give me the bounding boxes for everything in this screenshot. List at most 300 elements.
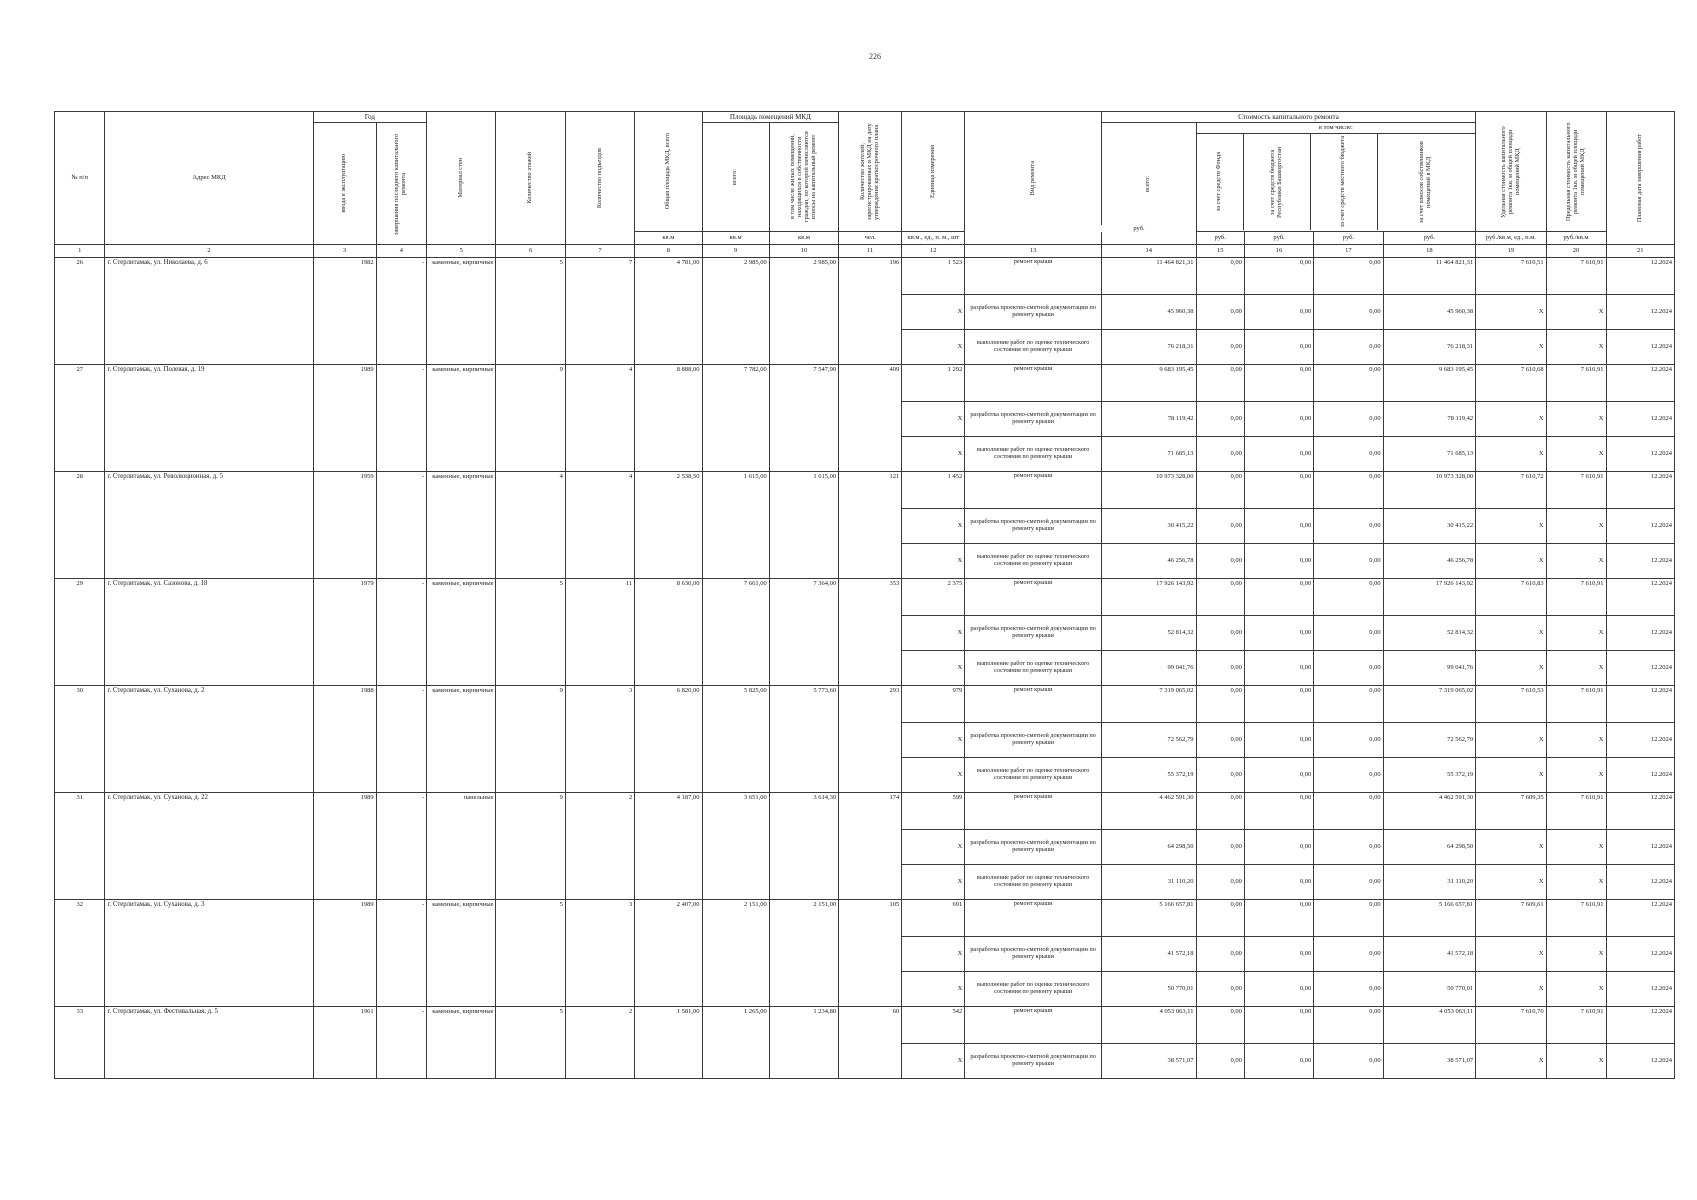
row-residents: 353 bbox=[839, 579, 902, 686]
row-cost-local: 0,00 bbox=[1314, 865, 1383, 900]
row-work-type: ремонт крыши bbox=[965, 365, 1102, 402]
row-premises-total: 1 615,00 bbox=[702, 472, 769, 579]
row-floors: 4 bbox=[496, 472, 565, 579]
row-unit-cost: X bbox=[1476, 509, 1546, 544]
row-wall-material: каменные, кирпичные bbox=[427, 472, 496, 579]
row-unit-cost: 7 610,53 bbox=[1476, 686, 1546, 723]
row-max-cost: X bbox=[1546, 972, 1606, 1007]
row-unit-cost: 7 609,35 bbox=[1476, 793, 1546, 830]
row-number: 30 bbox=[55, 686, 105, 793]
row-unit-cost: X bbox=[1476, 402, 1546, 437]
header-unit: Единица измерения bbox=[902, 112, 965, 232]
row-cost-republic: 0,00 bbox=[1244, 365, 1313, 402]
column-number: 12 bbox=[902, 245, 965, 258]
row-address: г. Стерлитамак, ул. Полевая, д. 19 bbox=[105, 365, 313, 472]
column-number: 14 bbox=[1101, 245, 1196, 258]
header-num: № п/п bbox=[55, 112, 105, 245]
row-max-cost: X bbox=[1546, 437, 1606, 472]
row-unit-cost: X bbox=[1476, 616, 1546, 651]
row-unit-cost: X bbox=[1476, 758, 1546, 793]
header-wall-material: Материал стен bbox=[427, 112, 496, 245]
row-cost-fund: 0,00 bbox=[1196, 1044, 1244, 1079]
row-cost-owners: 9 683 195,45 bbox=[1383, 365, 1476, 402]
row-total-area: 4 187,00 bbox=[635, 793, 702, 900]
row-cost-total: 4 462 591,30 bbox=[1101, 793, 1196, 830]
row-premises-total: 5 825,00 bbox=[702, 686, 769, 793]
row-total-area: 8 888,00 bbox=[635, 365, 702, 472]
row-work-type: выполнение работ по оценке технического состояния по ремонту крыши bbox=[965, 758, 1102, 793]
row-unit-cost: X bbox=[1476, 651, 1546, 686]
header-year-group: Год bbox=[313, 112, 427, 123]
row-entrances: 3 bbox=[565, 686, 634, 793]
row-max-cost: 7 610,91 bbox=[1546, 258, 1606, 295]
row-cost-fund: 0,00 bbox=[1196, 365, 1244, 402]
row-residents: 409 bbox=[839, 365, 902, 472]
unit-unit-cost: руб./кв.м, ед., п.м. bbox=[1476, 232, 1546, 245]
row-max-cost: X bbox=[1546, 544, 1606, 579]
column-number: 6 bbox=[496, 245, 565, 258]
row-cost-total: 52 814,32 bbox=[1101, 616, 1196, 651]
row-cost-local: 0,00 bbox=[1314, 365, 1383, 402]
row-cost-owners: 30 415,22 bbox=[1383, 509, 1476, 544]
column-numbers bbox=[55, 245, 1675, 258]
header-max-cost: Предельная стоимость капитального ремонта 1кв. м общей площади помещений МКД bbox=[1546, 112, 1606, 232]
unit-residents: чел. bbox=[839, 232, 902, 245]
row-premises-paid: 3 614,30 bbox=[769, 793, 838, 900]
row-cost-fund: 0,00 bbox=[1196, 723, 1244, 758]
row-max-cost: X bbox=[1546, 651, 1606, 686]
row-cost-total: 7 319 065,02 bbox=[1101, 686, 1196, 723]
row-number: 33 bbox=[55, 1007, 105, 1079]
row-residents: 174 bbox=[839, 793, 902, 900]
column-number: 16 bbox=[1244, 245, 1313, 258]
row-work-type: разработка проектно-сметной документации по ремонту крыши bbox=[965, 723, 1102, 758]
row-cost-local: 0,00 bbox=[1314, 472, 1383, 509]
row-cost-fund: 0,00 bbox=[1196, 295, 1244, 330]
row-year: 1989 bbox=[313, 793, 376, 900]
row-total-area: 2 407,00 bbox=[635, 900, 702, 1007]
row-unit-value: X bbox=[902, 437, 965, 472]
row-number: 31 bbox=[55, 793, 105, 900]
column-number: 8 bbox=[635, 245, 702, 258]
row-cost-fund: 0,00 bbox=[1196, 544, 1244, 579]
row-planned-date: 12.2024 bbox=[1606, 402, 1675, 437]
row-floors: 9 bbox=[496, 793, 565, 900]
row-unit-cost: 7 610,72 bbox=[1476, 472, 1546, 509]
row-cost-total: 45 960,38 bbox=[1101, 295, 1196, 330]
row-cost-local: 0,00 bbox=[1314, 900, 1383, 937]
row-address: г. Стерлитамак, ул. Сазонова, д. 18 bbox=[105, 579, 313, 686]
row-cost-total: 72 562,79 bbox=[1101, 723, 1196, 758]
row-unit-cost: X bbox=[1476, 723, 1546, 758]
row-unit-value: X bbox=[902, 544, 965, 579]
row-unit-value: 691 bbox=[902, 900, 965, 937]
row-planned-date: 12.2024 bbox=[1606, 830, 1675, 865]
unit-cost-fund: руб. bbox=[1196, 232, 1244, 245]
row-cost-owners: 38 571,07 bbox=[1383, 1044, 1476, 1079]
header-residents: Количество жителей, зарегистрированных в МКД на дату утверждения краткосрочного плана bbox=[839, 112, 902, 232]
row-unit-cost: X bbox=[1476, 1044, 1546, 1079]
row-cost-owners: 17 926 143,92 bbox=[1383, 579, 1476, 616]
row-planned-date: 12.2024 bbox=[1606, 258, 1675, 295]
column-number: 20 bbox=[1546, 245, 1606, 258]
row-work-type: разработка проектно-сметной документации по ремонту крыши bbox=[965, 295, 1102, 330]
row-cost-local: 0,00 bbox=[1314, 616, 1383, 651]
row-unit-value: X bbox=[902, 295, 965, 330]
row-planned-date: 12.2024 bbox=[1606, 365, 1675, 402]
row-cost-owners: 72 562,79 bbox=[1383, 723, 1476, 758]
row-address: г. Стерлитамак, ул. Николаева, д. 6 bbox=[105, 258, 313, 365]
page-number: 226 bbox=[869, 52, 881, 61]
row-cost-local: 0,00 bbox=[1314, 793, 1383, 830]
row-unit-cost: 7 610,70 bbox=[1476, 1007, 1546, 1044]
row-cost-total: 78 119,42 bbox=[1101, 402, 1196, 437]
row-unit-value: 979 bbox=[902, 686, 965, 723]
row-unit-value: 1 452 bbox=[902, 472, 965, 509]
unit-max-cost: руб./кв.м bbox=[1546, 232, 1606, 245]
row-cost-republic: 0,00 bbox=[1244, 402, 1313, 437]
row-unit-value: 1 292 bbox=[902, 365, 965, 402]
row-cost-owners: 7 319 065,02 bbox=[1383, 686, 1476, 723]
row-premises-total: 1 265,00 bbox=[702, 1007, 769, 1079]
row-cost-local: 0,00 bbox=[1314, 437, 1383, 472]
row-address: г. Стерлитамак, ул. Суханова, д. 22 bbox=[105, 793, 313, 900]
row-work-type: выполнение работ по оценке технического состояния по ремонту крыши bbox=[965, 437, 1102, 472]
row-cost-republic: 0,00 bbox=[1244, 330, 1313, 365]
row-planned-date: 12.2024 bbox=[1606, 437, 1675, 472]
header-entrances: Количество подъездов bbox=[565, 112, 634, 245]
row-entrances: 7 bbox=[565, 258, 634, 365]
row-cost-owners: 10 973 328,00 bbox=[1383, 472, 1476, 509]
column-number: 3 bbox=[313, 245, 376, 258]
table-row bbox=[55, 579, 1675, 616]
row-cost-total: 76 218,31 bbox=[1101, 330, 1196, 365]
unit-cost-republic: руб. bbox=[1244, 232, 1313, 245]
row-unit-cost: 7 610,83 bbox=[1476, 579, 1546, 616]
unit-premises-paid: кв.м bbox=[769, 232, 838, 245]
column-number: 11 bbox=[839, 245, 902, 258]
row-planned-date: 12.2024 bbox=[1606, 1044, 1675, 1079]
row-work-type: разработка проектно-сметной документации по ремонту крыши bbox=[965, 616, 1102, 651]
table-row bbox=[55, 686, 1675, 723]
row-wall-material: каменные, кирпичные bbox=[427, 365, 496, 472]
row-unit-cost: 7 610,51 bbox=[1476, 258, 1546, 295]
row-cost-local: 0,00 bbox=[1314, 509, 1383, 544]
row-premises-total: 2 151,00 bbox=[702, 900, 769, 1007]
row-unit-value: 542 bbox=[902, 1007, 965, 1044]
row-premises-paid: 2 151,00 bbox=[769, 900, 838, 1007]
row-cost-owners: 31 110,20 bbox=[1383, 865, 1476, 900]
row-cost-total: 71 685,13 bbox=[1101, 437, 1196, 472]
row-cost-owners: 4 462 591,30 bbox=[1383, 793, 1476, 830]
row-cost-local: 0,00 bbox=[1314, 295, 1383, 330]
row-cost-republic: 0,00 bbox=[1244, 258, 1313, 295]
row-cost-total: 99 041,76 bbox=[1101, 651, 1196, 686]
row-max-cost: X bbox=[1546, 1044, 1606, 1079]
row-number: 27 bbox=[55, 365, 105, 472]
header-year-last-repair: завершения последнего капитального ремонта bbox=[376, 123, 426, 245]
row-address: г. Стерлитамак, ул. Фестивальная, д. 5 bbox=[105, 1007, 313, 1079]
row-planned-date: 12.2024 bbox=[1606, 723, 1675, 758]
row-cost-republic: 0,00 bbox=[1244, 937, 1313, 972]
row-cost-total: 9 683 195,45 bbox=[1101, 365, 1196, 402]
row-unit-value: 599 bbox=[902, 793, 965, 830]
row-work-type: разработка проектно-сметной документации по ремонту крыши bbox=[965, 937, 1102, 972]
row-premises-paid: 1 615,00 bbox=[769, 472, 838, 579]
row-cost-fund: 0,00 bbox=[1196, 258, 1244, 295]
row-cost-fund: 0,00 bbox=[1196, 972, 1244, 1007]
row-planned-date: 12.2024 bbox=[1606, 544, 1675, 579]
table-row bbox=[55, 900, 1675, 937]
row-max-cost: X bbox=[1546, 865, 1606, 900]
row-unit-value: X bbox=[902, 865, 965, 900]
row-work-type: разработка проектно-сметной документации по ремонту крыши bbox=[965, 830, 1102, 865]
row-cost-owners: 50 770,01 bbox=[1383, 972, 1476, 1007]
row-last-repair: - bbox=[376, 686, 426, 793]
row-planned-date: 12.2024 bbox=[1606, 616, 1675, 651]
row-work-type: ремонт крыши bbox=[965, 793, 1102, 830]
row-max-cost: 7 610,91 bbox=[1546, 793, 1606, 830]
row-cost-republic: 0,00 bbox=[1244, 686, 1313, 723]
row-planned-date: 12.2024 bbox=[1606, 758, 1675, 793]
row-cost-republic: 0,00 bbox=[1244, 544, 1313, 579]
row-cost-total: 5 166 657,81 bbox=[1101, 900, 1196, 937]
row-planned-date: 12.2024 bbox=[1606, 793, 1675, 830]
row-max-cost: X bbox=[1546, 330, 1606, 365]
row-last-repair: - bbox=[376, 1007, 426, 1079]
row-work-type: разработка проектно-сметной документации по ремонту крыши bbox=[965, 1044, 1102, 1079]
row-total-area: 1 581,00 bbox=[635, 1007, 702, 1079]
row-cost-local: 0,00 bbox=[1314, 258, 1383, 295]
row-planned-date: 12.2024 bbox=[1606, 686, 1675, 723]
header-year-commission: ввода в эксплуатацию bbox=[313, 123, 376, 245]
row-planned-date: 12.2024 bbox=[1606, 865, 1675, 900]
row-work-type: выполнение работ по оценке технического состояния по ремонту крыши bbox=[965, 651, 1102, 686]
row-max-cost: X bbox=[1546, 616, 1606, 651]
column-number: 21 bbox=[1606, 245, 1675, 258]
row-unit-value: X bbox=[902, 758, 965, 793]
row-cost-local: 0,00 bbox=[1314, 1007, 1383, 1044]
row-floors: 5 bbox=[496, 1007, 565, 1079]
column-number: 4 bbox=[376, 245, 426, 258]
row-floors: 5 bbox=[496, 579, 565, 686]
row-wall-material: каменные, кирпичные bbox=[427, 258, 496, 365]
row-planned-date: 12.2024 bbox=[1606, 472, 1675, 509]
row-residents: 196 bbox=[839, 258, 902, 365]
row-entrances: 2 bbox=[565, 793, 634, 900]
row-planned-date: 12.2024 bbox=[1606, 972, 1675, 1007]
row-total-area: 4 781,00 bbox=[635, 258, 702, 365]
row-work-type: ремонт крыши bbox=[965, 900, 1102, 937]
row-cost-fund: 0,00 bbox=[1196, 330, 1244, 365]
row-cost-owners: 78 119,42 bbox=[1383, 402, 1476, 437]
row-residents: 293 bbox=[839, 686, 902, 793]
row-cost-owners: 71 685,13 bbox=[1383, 437, 1476, 472]
row-work-type: выполнение работ по оценке технического состояния по ремонту крыши bbox=[965, 544, 1102, 579]
row-cost-republic: 0,00 bbox=[1244, 723, 1313, 758]
row-cost-fund: 0,00 bbox=[1196, 616, 1244, 651]
row-cost-local: 0,00 bbox=[1314, 937, 1383, 972]
row-work-type: разработка проектно-сметной документации по ремонту крыши bbox=[965, 509, 1102, 544]
row-cost-total: 46 256,78 bbox=[1101, 544, 1196, 579]
row-cost-total: 10 973 328,00 bbox=[1101, 472, 1196, 509]
row-entrances: 4 bbox=[565, 365, 634, 472]
row-unit-value: X bbox=[902, 937, 965, 972]
column-number: 18 bbox=[1383, 245, 1476, 258]
row-unit-cost: X bbox=[1476, 330, 1546, 365]
row-premises-paid: 2 985,00 bbox=[769, 258, 838, 365]
row-cost-owners: 46 256,78 bbox=[1383, 544, 1476, 579]
row-unit-value: X bbox=[902, 830, 965, 865]
header-floors: Количество этажей bbox=[496, 112, 565, 245]
unit-cost-owners: руб. bbox=[1383, 232, 1476, 245]
row-wall-material: панельные bbox=[427, 793, 496, 900]
header-work-type: Вид ремонта bbox=[965, 112, 1102, 245]
row-last-repair: - bbox=[376, 258, 426, 365]
row-cost-owners: 5 166 657,81 bbox=[1383, 900, 1476, 937]
row-year: 1988 bbox=[313, 686, 376, 793]
row-cost-fund: 0,00 bbox=[1196, 900, 1244, 937]
row-planned-date: 12.2024 bbox=[1606, 295, 1675, 330]
column-number: 10 bbox=[769, 245, 838, 258]
row-premises-total: 7 782,00 bbox=[702, 365, 769, 472]
row-cost-total: 17 926 143,92 bbox=[1101, 579, 1196, 616]
row-wall-material: каменные, кирпичные bbox=[427, 579, 496, 686]
row-year: 1982 bbox=[313, 258, 376, 365]
row-cost-owners: 76 218,31 bbox=[1383, 330, 1476, 365]
row-cost-owners: 45 960,38 bbox=[1383, 295, 1476, 330]
row-cost-total: 55 372,19 bbox=[1101, 758, 1196, 793]
row-address: г. Стерлитамак, ул. Революционная, д. 5 bbox=[105, 472, 313, 579]
row-address: г. Стерлитамак, ул. Суханова, д. 3 bbox=[105, 900, 313, 1007]
row-cost-local: 0,00 bbox=[1314, 544, 1383, 579]
row-cost-republic: 0,00 bbox=[1244, 793, 1313, 830]
row-number: 32 bbox=[55, 900, 105, 1007]
row-work-type: выполнение работ по оценке технического состояния по ремонту крыши bbox=[965, 865, 1102, 900]
row-cost-local: 0,00 bbox=[1314, 651, 1383, 686]
column-number: 1 bbox=[55, 245, 105, 258]
column-number: 13 bbox=[965, 245, 1102, 258]
row-cost-owners: 64 298,50 bbox=[1383, 830, 1476, 865]
column-number: 7 bbox=[565, 245, 634, 258]
row-cost-fund: 0,00 bbox=[1196, 1007, 1244, 1044]
row-floors: 5 bbox=[496, 258, 565, 365]
row-cost-fund: 0,00 bbox=[1196, 793, 1244, 830]
row-premises-total: 3 651,00 bbox=[702, 793, 769, 900]
table-row bbox=[55, 1007, 1675, 1044]
row-cost-fund: 0,00 bbox=[1196, 686, 1244, 723]
header-unit-cost: Удельная стоимость капитального ремонта 1кв. м общей площади помещений МКД bbox=[1476, 112, 1546, 232]
table-row bbox=[55, 793, 1675, 830]
row-cost-total: 50 770,01 bbox=[1101, 972, 1196, 1007]
unit-measure: кв.м., ед., п. м., шт bbox=[902, 232, 965, 245]
table-body bbox=[55, 258, 1675, 1079]
row-cost-total: 38 571,07 bbox=[1101, 1044, 1196, 1079]
row-cost-fund: 0,00 bbox=[1196, 937, 1244, 972]
row-work-type: ремонт крыши bbox=[965, 472, 1102, 509]
column-number: 5 bbox=[427, 245, 496, 258]
row-max-cost: 7 610,91 bbox=[1546, 1007, 1606, 1044]
row-cost-local: 0,00 bbox=[1314, 758, 1383, 793]
row-max-cost: X bbox=[1546, 937, 1606, 972]
row-residents: 105 bbox=[839, 900, 902, 1007]
row-cost-local: 0,00 bbox=[1314, 723, 1383, 758]
row-entrances: 3 bbox=[565, 900, 634, 1007]
row-cost-owners: 99 041,76 bbox=[1383, 651, 1476, 686]
row-max-cost: 7 610,91 bbox=[1546, 472, 1606, 509]
row-cost-republic: 0,00 bbox=[1244, 579, 1313, 616]
row-work-type: разработка проектно-сметной документации по ремонту крыши bbox=[965, 402, 1102, 437]
row-year: 1989 bbox=[313, 900, 376, 1007]
row-cost-fund: 0,00 bbox=[1196, 509, 1244, 544]
row-cost-fund: 0,00 bbox=[1196, 758, 1244, 793]
table-row bbox=[55, 365, 1675, 402]
row-cost-fund: 0,00 bbox=[1196, 651, 1244, 686]
row-max-cost: X bbox=[1546, 830, 1606, 865]
row-cost-republic: 0,00 bbox=[1244, 651, 1313, 686]
row-max-cost: X bbox=[1546, 758, 1606, 793]
row-premises-paid: 1 234,80 bbox=[769, 1007, 838, 1079]
column-number: 15 bbox=[1196, 245, 1244, 258]
row-unit-value: 2 375 bbox=[902, 579, 965, 616]
row-unit-cost: X bbox=[1476, 830, 1546, 865]
row-max-cost: X bbox=[1546, 723, 1606, 758]
row-planned-date: 12.2024 bbox=[1606, 651, 1675, 686]
row-cost-total: 31 110,20 bbox=[1101, 865, 1196, 900]
row-residents: 60 bbox=[839, 1007, 902, 1079]
row-last-repair: - bbox=[376, 472, 426, 579]
row-cost-total: 41 572,18 bbox=[1101, 937, 1196, 972]
row-max-cost: X bbox=[1546, 509, 1606, 544]
row-planned-date: 12.2024 bbox=[1606, 579, 1675, 616]
row-cost-local: 0,00 bbox=[1314, 686, 1383, 723]
unit-premises-total: кв.м bbox=[702, 232, 769, 245]
row-work-type: ремонт крыши bbox=[965, 1007, 1102, 1044]
row-cost-owners: 41 572,18 bbox=[1383, 937, 1476, 972]
row-last-repair: - bbox=[376, 579, 426, 686]
row-floors: 5 bbox=[496, 900, 565, 1007]
row-cost-fund: 0,00 bbox=[1196, 579, 1244, 616]
row-unit-cost: 7 610,68 bbox=[1476, 365, 1546, 402]
row-cost-republic: 0,00 bbox=[1244, 437, 1313, 472]
row-planned-date: 12.2024 bbox=[1606, 1007, 1675, 1044]
row-cost-republic: 0,00 bbox=[1244, 758, 1313, 793]
row-unit-cost: X bbox=[1476, 972, 1546, 1007]
capital-repair-table bbox=[54, 111, 1675, 1079]
row-unit-cost: X bbox=[1476, 865, 1546, 900]
header-cost-total: всего: bbox=[1101, 123, 1196, 245]
row-unit-cost: X bbox=[1476, 295, 1546, 330]
row-unit-value: X bbox=[902, 1044, 965, 1079]
row-cost-republic: 0,00 bbox=[1244, 900, 1313, 937]
row-cost-local: 0,00 bbox=[1314, 830, 1383, 865]
row-cost-local: 0,00 bbox=[1314, 402, 1383, 437]
row-cost-fund: 0,00 bbox=[1196, 402, 1244, 437]
row-cost-local: 0,00 bbox=[1314, 1044, 1383, 1079]
row-cost-fund: 0,00 bbox=[1196, 830, 1244, 865]
unit-total-area: кв.м bbox=[635, 232, 702, 245]
row-planned-date: 12.2024 bbox=[1606, 509, 1675, 544]
row-unit-value: X bbox=[902, 402, 965, 437]
header-premises-group: Площадь помещений МКД bbox=[702, 112, 839, 123]
row-cost-owners: 4 053 063,11 bbox=[1383, 1007, 1476, 1044]
row-floors: 9 bbox=[496, 686, 565, 793]
header-incl: в том числе: bbox=[1197, 124, 1476, 134]
row-cost-local: 0,00 bbox=[1314, 972, 1383, 1007]
row-cost-total: 64 298,50 bbox=[1101, 830, 1196, 865]
row-last-repair: - bbox=[376, 900, 426, 1007]
header-cost-fund: за счет средств Фонда bbox=[1197, 134, 1244, 230]
